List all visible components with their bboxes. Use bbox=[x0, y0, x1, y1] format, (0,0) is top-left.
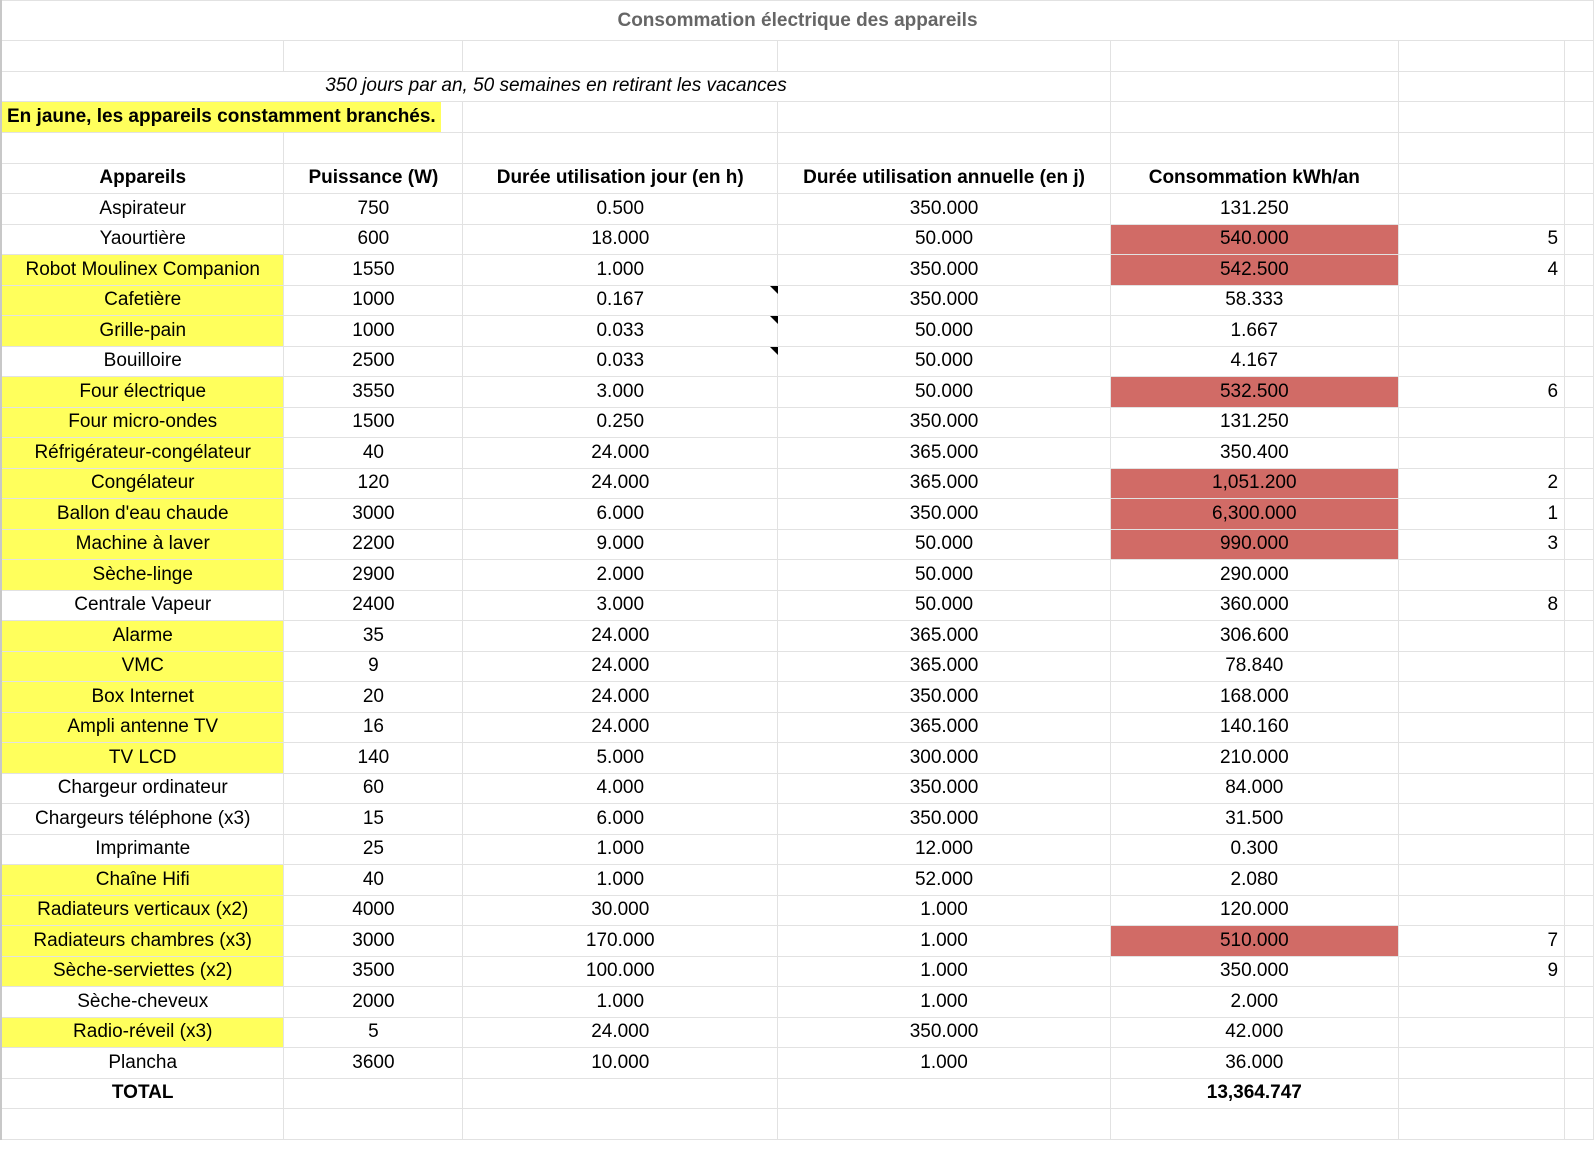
cell[interactable] bbox=[1565, 163, 1594, 194]
table-row bbox=[1, 865, 1594, 896]
annual-duration-cell[interactable]: 12.000 bbox=[778, 834, 1111, 865]
total-row bbox=[1, 1078, 1594, 1109]
cell[interactable] bbox=[1565, 468, 1594, 499]
cell[interactable] bbox=[1565, 407, 1594, 438]
daily-duration-cell[interactable]: 10.000 bbox=[463, 1048, 778, 1079]
appliance-name-cell[interactable]: Aspirateur bbox=[1, 194, 284, 225]
appliance-name-cell[interactable]: Radiateurs verticaux (x2) bbox=[1, 895, 284, 926]
power-cell[interactable]: 3600 bbox=[284, 1048, 463, 1079]
cell[interactable] bbox=[1110, 133, 1398, 164]
power-cell[interactable]: 3500 bbox=[284, 956, 463, 987]
cell[interactable] bbox=[1565, 895, 1594, 926]
annual-duration-cell[interactable]: 50.000 bbox=[778, 224, 1111, 255]
note-yellow: En jaune, les appareils constamment branchés. bbox=[2, 102, 441, 132]
daily-duration-cell[interactable]: 24.000 bbox=[463, 468, 778, 499]
rank-cell[interactable] bbox=[1398, 987, 1564, 1018]
consumption-cell[interactable]: 131.250 bbox=[1110, 194, 1398, 225]
cell[interactable] bbox=[1398, 1078, 1564, 1109]
cell[interactable] bbox=[1565, 1078, 1594, 1109]
note-days[interactable]: 350 jours par an, 50 semaines en retirant les vacances bbox=[1, 71, 1110, 102]
cell[interactable] bbox=[1565, 316, 1594, 347]
consumption-cell[interactable]: 1,051.200 bbox=[1110, 468, 1398, 499]
cell[interactable] bbox=[463, 133, 778, 164]
rank-cell[interactable] bbox=[1398, 346, 1564, 377]
annual-duration-cell[interactable]: 350.000 bbox=[778, 407, 1111, 438]
cell[interactable] bbox=[463, 1078, 778, 1109]
table-row bbox=[1, 224, 1594, 255]
power-cell[interactable]: 2400 bbox=[284, 590, 463, 621]
cell[interactable] bbox=[284, 41, 463, 72]
daily-duration-cell[interactable]: 170.000 bbox=[463, 926, 778, 957]
cell[interactable] bbox=[1565, 773, 1594, 804]
daily-duration-cell[interactable]: 1.000 bbox=[463, 865, 778, 896]
table-row bbox=[1, 346, 1594, 377]
cell[interactable] bbox=[1565, 956, 1594, 987]
daily-duration-cell[interactable]: 4.000 bbox=[463, 773, 778, 804]
table-row bbox=[1, 590, 1594, 621]
table-row bbox=[1, 529, 1594, 560]
daily-duration-cell[interactable]: 6.000 bbox=[463, 499, 778, 530]
table-row bbox=[1, 987, 1594, 1018]
cell[interactable] bbox=[1565, 834, 1594, 865]
cell[interactable] bbox=[1565, 377, 1594, 408]
table-row bbox=[1, 682, 1594, 713]
cell[interactable] bbox=[1565, 71, 1594, 102]
rank-cell[interactable] bbox=[1398, 438, 1564, 469]
power-cell[interactable]: 120 bbox=[284, 468, 463, 499]
consumption-cell[interactable]: 120.000 bbox=[1110, 895, 1398, 926]
rank-cell[interactable]: 5 bbox=[1398, 224, 1564, 255]
cell[interactable] bbox=[1398, 41, 1564, 72]
cell[interactable] bbox=[1, 1109, 284, 1140]
note-yellow-cell[interactable] bbox=[1, 102, 463, 133]
appliance-name-cell[interactable]: Chargeur ordinateur bbox=[1, 773, 284, 804]
consumption-cell[interactable]: 36.000 bbox=[1110, 1048, 1398, 1079]
cell[interactable] bbox=[1565, 651, 1594, 682]
appliance-name-cell[interactable]: Plancha bbox=[1, 1048, 284, 1079]
rank-cell[interactable]: 3 bbox=[1398, 529, 1564, 560]
appliance-name-cell[interactable]: Sèche-serviettes (x2) bbox=[1, 956, 284, 987]
rank-cell[interactable] bbox=[1398, 194, 1564, 225]
rank-cell[interactable] bbox=[1398, 1017, 1564, 1048]
annual-duration-cell[interactable]: 365.000 bbox=[778, 438, 1111, 469]
appliance-name-cell[interactable]: Ballon d'eau chaude bbox=[1, 499, 284, 530]
annual-duration-cell[interactable]: 350.000 bbox=[778, 804, 1111, 835]
table-row bbox=[1, 285, 1594, 316]
cell[interactable] bbox=[1398, 163, 1564, 194]
table-row bbox=[1, 194, 1594, 225]
power-cell[interactable]: 750 bbox=[284, 194, 463, 225]
daily-duration-cell[interactable]: 0.167 bbox=[463, 285, 778, 316]
cell[interactable] bbox=[1398, 102, 1564, 133]
consumption-cell[interactable]: 990.000 bbox=[1110, 529, 1398, 560]
table-row bbox=[1, 1017, 1594, 1048]
rank-cell[interactable] bbox=[1398, 743, 1564, 774]
total-label[interactable]: TOTAL bbox=[1, 1078, 284, 1109]
daily-duration-cell[interactable]: 24.000 bbox=[463, 651, 778, 682]
table-row bbox=[1, 316, 1594, 347]
table-row bbox=[1, 499, 1594, 530]
cell[interactable] bbox=[1565, 560, 1594, 591]
daily-duration-cell[interactable]: 24.000 bbox=[463, 438, 778, 469]
cell[interactable] bbox=[1565, 926, 1594, 957]
cell[interactable] bbox=[1565, 133, 1594, 164]
appliance-name-cell[interactable]: Radio-réveil (x3) bbox=[1, 1017, 284, 1048]
cell[interactable] bbox=[1565, 41, 1594, 72]
cell[interactable] bbox=[1565, 804, 1594, 835]
annual-duration-cell[interactable]: 50.000 bbox=[778, 377, 1111, 408]
blank-row bbox=[1, 133, 1594, 164]
table-row bbox=[1, 804, 1594, 835]
table-row bbox=[1, 255, 1594, 286]
consumption-cell[interactable]: 360.000 bbox=[1110, 590, 1398, 621]
consumption-cell[interactable]: 84.000 bbox=[1110, 773, 1398, 804]
appliance-name-cell[interactable]: Yaourtière bbox=[1, 224, 284, 255]
table-row bbox=[1, 895, 1594, 926]
cell[interactable] bbox=[1565, 499, 1594, 530]
cell[interactable] bbox=[778, 1109, 1111, 1140]
rank-cell[interactable]: 1 bbox=[1398, 499, 1564, 530]
table-row bbox=[1, 926, 1594, 957]
consumption-cell[interactable]: 540.000 bbox=[1110, 224, 1398, 255]
daily-duration-cell[interactable]: 100.000 bbox=[463, 956, 778, 987]
daily-duration-cell[interactable]: 0.250 bbox=[463, 407, 778, 438]
annual-duration-cell[interactable]: 50.000 bbox=[778, 590, 1111, 621]
cell[interactable] bbox=[1565, 1048, 1594, 1079]
annual-duration-cell[interactable]: 350.000 bbox=[778, 285, 1111, 316]
annual-duration-cell[interactable]: 350.000 bbox=[778, 682, 1111, 713]
cell[interactable] bbox=[463, 41, 778, 72]
appliance-name-cell[interactable]: Alarme bbox=[1, 621, 284, 652]
blank-row bbox=[1, 41, 1594, 72]
power-cell[interactable]: 16 bbox=[284, 712, 463, 743]
cell[interactable] bbox=[1565, 529, 1594, 560]
sheet-title[interactable]: Consommation électrique des appareils bbox=[1, 1, 1594, 41]
cell[interactable] bbox=[778, 133, 1111, 164]
annual-duration-cell[interactable]: 365.000 bbox=[778, 712, 1111, 743]
appliance-name-cell[interactable]: Machine à laver bbox=[1, 529, 284, 560]
table-row bbox=[1, 1048, 1594, 1079]
cell[interactable] bbox=[1565, 194, 1594, 225]
cell[interactable] bbox=[1565, 346, 1594, 377]
consumption-cell[interactable]: 2.000 bbox=[1110, 987, 1398, 1018]
rank-cell[interactable] bbox=[1398, 407, 1564, 438]
consumption-cell[interactable]: 58.333 bbox=[1110, 285, 1398, 316]
power-cell[interactable]: 5 bbox=[284, 1017, 463, 1048]
power-cell[interactable]: 3000 bbox=[284, 499, 463, 530]
table-row bbox=[1, 712, 1594, 743]
appliance-name-cell[interactable]: Chaîne Hifi bbox=[1, 865, 284, 896]
annual-duration-cell[interactable]: 350.000 bbox=[778, 499, 1111, 530]
power-cell[interactable]: 2200 bbox=[284, 529, 463, 560]
header-row bbox=[1, 163, 1594, 194]
power-cell[interactable]: 1000 bbox=[284, 285, 463, 316]
annual-duration-cell[interactable]: 1.000 bbox=[778, 1048, 1111, 1079]
appliance-name-cell[interactable]: Ampli antenne TV bbox=[1, 712, 284, 743]
annual-duration-cell[interactable]: 350.000 bbox=[778, 773, 1111, 804]
header-duree-annuelle[interactable]: Durée utilisation annuelle (en j) bbox=[778, 163, 1111, 194]
cell[interactable] bbox=[1110, 41, 1398, 72]
appliance-name-cell[interactable]: Robot Moulinex Companion bbox=[1, 255, 284, 286]
rank-cell[interactable] bbox=[1398, 1048, 1564, 1079]
power-cell[interactable]: 600 bbox=[284, 224, 463, 255]
annual-duration-cell[interactable]: 300.000 bbox=[778, 743, 1111, 774]
daily-duration-cell[interactable]: 24.000 bbox=[463, 682, 778, 713]
table-row bbox=[1, 834, 1594, 865]
appliance-name-cell[interactable]: Sèche-linge bbox=[1, 560, 284, 591]
table-row bbox=[1, 560, 1594, 591]
consumption-cell[interactable]: 4.167 bbox=[1110, 346, 1398, 377]
table-row bbox=[1, 621, 1594, 652]
consumption-cell[interactable]: 131.250 bbox=[1110, 407, 1398, 438]
appliance-name-cell[interactable]: Cafetière bbox=[1, 285, 284, 316]
appliance-name-cell[interactable]: Réfrigérateur-congélateur bbox=[1, 438, 284, 469]
table-row bbox=[1, 377, 1594, 408]
cell[interactable] bbox=[1565, 621, 1594, 652]
cell[interactable] bbox=[1565, 255, 1594, 286]
cell[interactable] bbox=[1565, 987, 1594, 1018]
power-cell[interactable]: 20 bbox=[284, 682, 463, 713]
appliance-name-cell[interactable]: Imprimante bbox=[1, 834, 284, 865]
daily-duration-cell[interactable]: 5.000 bbox=[463, 743, 778, 774]
consumption-cell[interactable]: 306.600 bbox=[1110, 621, 1398, 652]
table-row bbox=[1, 651, 1594, 682]
cell[interactable] bbox=[463, 102, 778, 133]
cell[interactable] bbox=[1565, 712, 1594, 743]
power-cell[interactable]: 9 bbox=[284, 651, 463, 682]
power-cell[interactable]: 2900 bbox=[284, 560, 463, 591]
daily-duration-cell[interactable]: 3.000 bbox=[463, 377, 778, 408]
header-puissance[interactable]: Puissance (W) bbox=[284, 163, 463, 194]
cell[interactable] bbox=[1110, 1109, 1398, 1140]
cell[interactable] bbox=[778, 1078, 1111, 1109]
rank-cell[interactable] bbox=[1398, 560, 1564, 591]
daily-duration-cell[interactable]: 24.000 bbox=[463, 1017, 778, 1048]
cell[interactable] bbox=[1565, 285, 1594, 316]
daily-duration-cell[interactable]: 1.000 bbox=[463, 987, 778, 1018]
cell[interactable] bbox=[284, 133, 463, 164]
cell[interactable] bbox=[778, 102, 1111, 133]
annual-duration-cell[interactable]: 350.000 bbox=[778, 194, 1111, 225]
appliance-name-cell[interactable]: Four micro-ondes bbox=[1, 407, 284, 438]
consumption-cell[interactable]: 210.000 bbox=[1110, 743, 1398, 774]
power-cell[interactable]: 3000 bbox=[284, 926, 463, 957]
power-cell[interactable]: 140 bbox=[284, 743, 463, 774]
power-cell[interactable]: 3550 bbox=[284, 377, 463, 408]
table-row bbox=[1, 773, 1594, 804]
rank-cell[interactable]: 4 bbox=[1398, 255, 1564, 286]
power-cell[interactable]: 25 bbox=[284, 834, 463, 865]
cell[interactable] bbox=[1565, 743, 1594, 774]
power-cell[interactable]: 1500 bbox=[284, 407, 463, 438]
rank-cell[interactable]: 6 bbox=[1398, 377, 1564, 408]
annual-duration-cell[interactable]: 365.000 bbox=[778, 621, 1111, 652]
cell[interactable] bbox=[284, 1109, 463, 1140]
annual-duration-cell[interactable]: 50.000 bbox=[778, 316, 1111, 347]
daily-duration-cell[interactable]: 9.000 bbox=[463, 529, 778, 560]
header-appareils[interactable]: Appareils bbox=[1, 163, 284, 194]
daily-duration-cell[interactable]: 24.000 bbox=[463, 621, 778, 652]
power-cell[interactable]: 60 bbox=[284, 773, 463, 804]
consumption-cell[interactable]: 290.000 bbox=[1110, 560, 1398, 591]
daily-duration-cell[interactable]: 1.000 bbox=[463, 255, 778, 286]
cell[interactable] bbox=[463, 1109, 778, 1140]
daily-duration-cell[interactable]: 3.000 bbox=[463, 590, 778, 621]
rank-cell[interactable] bbox=[1398, 773, 1564, 804]
cell[interactable] bbox=[1398, 1109, 1564, 1140]
cell[interactable] bbox=[1565, 1017, 1594, 1048]
appliance-name-cell[interactable]: Chargeurs téléphone (x3) bbox=[1, 804, 284, 835]
cell[interactable] bbox=[1398, 133, 1564, 164]
consumption-cell[interactable]: 31.500 bbox=[1110, 804, 1398, 835]
header-duree-jour[interactable]: Durée utilisation jour (en h) bbox=[463, 163, 778, 194]
consumption-cell[interactable]: 350.400 bbox=[1110, 438, 1398, 469]
cell[interactable] bbox=[1565, 865, 1594, 896]
cell[interactable] bbox=[1, 41, 284, 72]
table-row bbox=[1, 468, 1594, 499]
power-cell[interactable]: 15 bbox=[284, 804, 463, 835]
cell[interactable] bbox=[1398, 71, 1564, 102]
cell[interactable] bbox=[284, 1078, 463, 1109]
rank-cell[interactable] bbox=[1398, 651, 1564, 682]
appliance-name-cell[interactable]: Radiateurs chambres (x3) bbox=[1, 926, 284, 957]
daily-duration-cell[interactable]: 18.000 bbox=[463, 224, 778, 255]
daily-duration-cell[interactable]: 0.033 bbox=[463, 346, 778, 377]
rank-cell[interactable] bbox=[1398, 895, 1564, 926]
annual-duration-cell[interactable]: 50.000 bbox=[778, 529, 1111, 560]
appliance-name-cell[interactable]: Congélateur bbox=[1, 468, 284, 499]
power-cell[interactable]: 1550 bbox=[284, 255, 463, 286]
power-cell[interactable]: 2000 bbox=[284, 987, 463, 1018]
cell[interactable] bbox=[1565, 590, 1594, 621]
consumption-cell[interactable]: 42.000 bbox=[1110, 1017, 1398, 1048]
cell[interactable] bbox=[1565, 224, 1594, 255]
rank-cell[interactable] bbox=[1398, 712, 1564, 743]
annual-duration-cell[interactable]: 1.000 bbox=[778, 956, 1111, 987]
annual-duration-cell[interactable]: 50.000 bbox=[778, 560, 1111, 591]
appliance-name-cell[interactable]: Bouilloire bbox=[1, 346, 284, 377]
annual-duration-cell[interactable]: 365.000 bbox=[778, 651, 1111, 682]
power-cell[interactable]: 40 bbox=[284, 438, 463, 469]
consumption-cell[interactable]: 1.667 bbox=[1110, 316, 1398, 347]
rank-cell[interactable] bbox=[1398, 682, 1564, 713]
power-cell[interactable]: 1000 bbox=[284, 316, 463, 347]
cell[interactable] bbox=[1, 133, 284, 164]
annual-duration-cell[interactable]: 1.000 bbox=[778, 987, 1111, 1018]
consumption-cell[interactable]: 542.500 bbox=[1110, 255, 1398, 286]
annual-duration-cell[interactable]: 350.000 bbox=[778, 1017, 1111, 1048]
consumption-cell[interactable]: 6,300.000 bbox=[1110, 499, 1398, 530]
appliance-name-cell[interactable]: Box Internet bbox=[1, 682, 284, 713]
appliance-name-cell[interactable]: Grille-pain bbox=[1, 316, 284, 347]
consumption-cell[interactable]: 350.000 bbox=[1110, 956, 1398, 987]
cell[interactable] bbox=[778, 41, 1111, 72]
table-row bbox=[1, 407, 1594, 438]
cell[interactable] bbox=[1565, 438, 1594, 469]
blank-row bbox=[1, 1109, 1594, 1140]
rank-cell[interactable] bbox=[1398, 621, 1564, 652]
power-cell[interactable]: 40 bbox=[284, 865, 463, 896]
header-consommation[interactable]: Consommation kWh/an bbox=[1110, 163, 1398, 194]
power-cell[interactable]: 2500 bbox=[284, 346, 463, 377]
appliance-name-cell[interactable]: TV LCD bbox=[1, 743, 284, 774]
annual-duration-cell[interactable]: 50.000 bbox=[778, 346, 1111, 377]
rank-cell[interactable] bbox=[1398, 865, 1564, 896]
cell[interactable] bbox=[1565, 1109, 1594, 1140]
consumption-cell[interactable]: 2.080 bbox=[1110, 865, 1398, 896]
cell[interactable] bbox=[1110, 102, 1398, 133]
consumption-cell[interactable]: 140.160 bbox=[1110, 712, 1398, 743]
daily-duration-cell[interactable]: 6.000 bbox=[463, 804, 778, 835]
daily-duration-cell[interactable]: 30.000 bbox=[463, 895, 778, 926]
rank-cell[interactable]: 9 bbox=[1398, 956, 1564, 987]
annual-duration-cell[interactable]: 1.000 bbox=[778, 926, 1111, 957]
table-row bbox=[1, 438, 1594, 469]
annual-duration-cell[interactable]: 350.000 bbox=[778, 255, 1111, 286]
daily-duration-cell[interactable]: 0.033 bbox=[463, 316, 778, 347]
annual-duration-cell[interactable]: 52.000 bbox=[778, 865, 1111, 896]
rank-cell[interactable]: 2 bbox=[1398, 468, 1564, 499]
table-row bbox=[1, 956, 1594, 987]
annual-duration-cell[interactable]: 1.000 bbox=[778, 895, 1111, 926]
rank-cell[interactable]: 7 bbox=[1398, 926, 1564, 957]
rank-cell[interactable] bbox=[1398, 804, 1564, 835]
cell[interactable] bbox=[1110, 71, 1398, 102]
appliance-name-cell[interactable]: VMC bbox=[1, 651, 284, 682]
consumption-cell[interactable]: 510.000 bbox=[1110, 926, 1398, 957]
rank-cell[interactable] bbox=[1398, 285, 1564, 316]
daily-duration-cell[interactable]: 1.000 bbox=[463, 834, 778, 865]
total-consumption[interactable]: 13,364.747 bbox=[1110, 1078, 1398, 1109]
appliance-name-cell[interactable]: Centrale Vapeur bbox=[1, 590, 284, 621]
consumption-cell[interactable]: 78.840 bbox=[1110, 651, 1398, 682]
consumption-cell[interactable]: 532.500 bbox=[1110, 377, 1398, 408]
daily-duration-cell[interactable]: 0.500 bbox=[463, 194, 778, 225]
rank-cell[interactable] bbox=[1398, 834, 1564, 865]
power-cell[interactable]: 4000 bbox=[284, 895, 463, 926]
appliance-name-cell[interactable]: Sèche-cheveux bbox=[1, 987, 284, 1018]
daily-duration-cell[interactable]: 2.000 bbox=[463, 560, 778, 591]
cell[interactable] bbox=[1565, 102, 1594, 133]
rank-cell[interactable] bbox=[1398, 316, 1564, 347]
rank-cell[interactable]: 8 bbox=[1398, 590, 1564, 621]
daily-duration-cell[interactable]: 24.000 bbox=[463, 712, 778, 743]
table-row bbox=[1, 743, 1594, 774]
consumption-cell[interactable]: 168.000 bbox=[1110, 682, 1398, 713]
cell[interactable] bbox=[1565, 682, 1594, 713]
appliance-name-cell[interactable]: Four électrique bbox=[1, 377, 284, 408]
power-cell[interactable]: 35 bbox=[284, 621, 463, 652]
annual-duration-cell[interactable]: 365.000 bbox=[778, 468, 1111, 499]
consumption-cell[interactable]: 0.300 bbox=[1110, 834, 1398, 865]
